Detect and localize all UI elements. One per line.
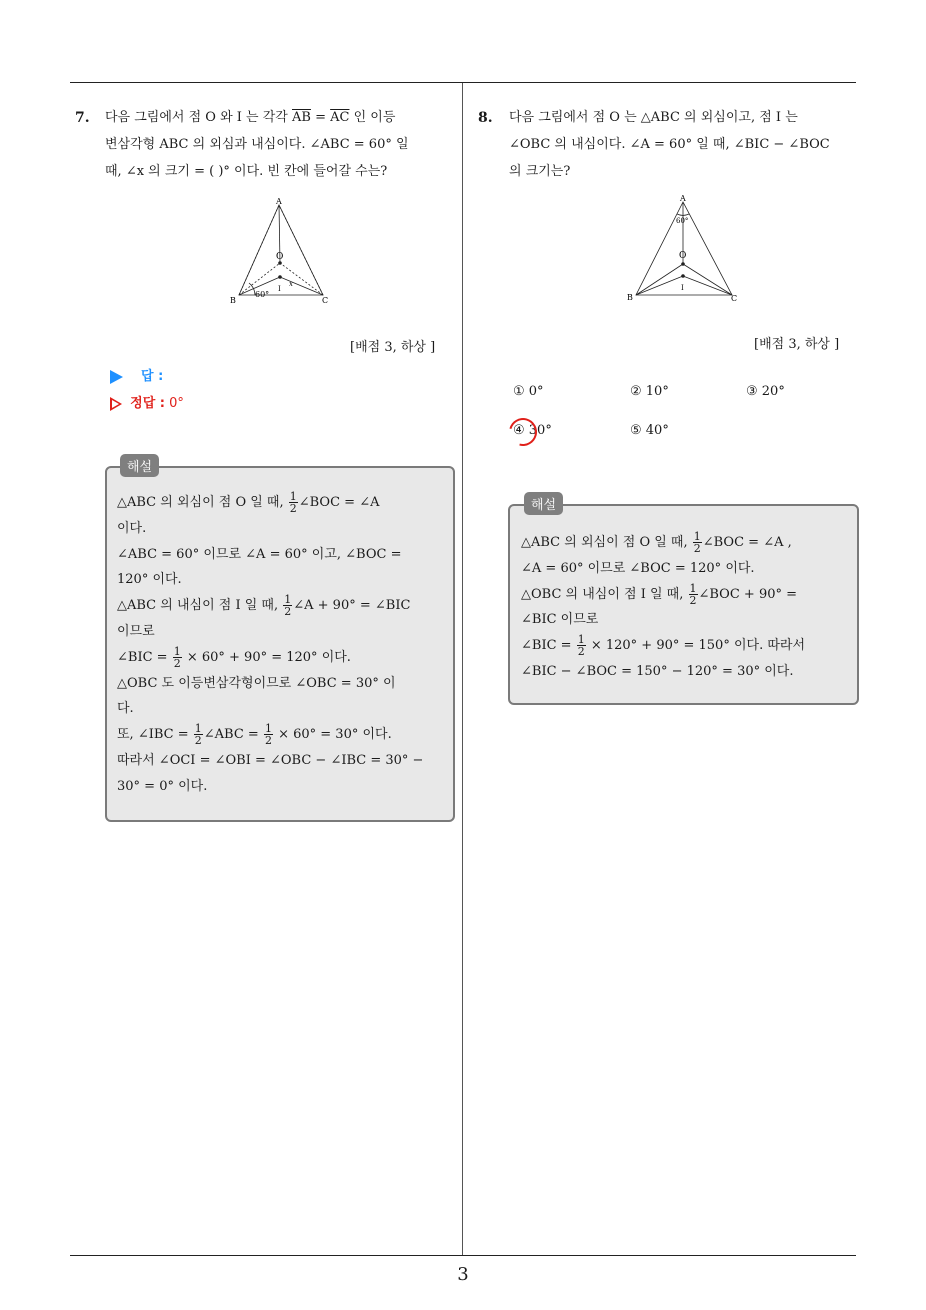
q8-explanation-tag: 해설: [524, 492, 563, 515]
q8-label-C: C: [731, 294, 738, 303]
q8-angle-label: 60°: [676, 217, 689, 225]
choice-4[interactable]: ④ 30°: [513, 423, 552, 438]
q7-label-C: C: [322, 296, 329, 305]
choice-5[interactable]: ⑤ 40°: [630, 423, 669, 438]
q8-explanation-text: △ABC 의 외심이 점 O 일 때, $\frac{1}{2}$ ∠BOC = ∠A , ∠A = 60° 이므로 ∠BOC = 120° 이다. △OBC 의 내심이 점 I 일 때, $\frac{1}{2}$ ∠BOC + 90° = ∠BIC 이므로 ∠BIC = $\frac{1}{2}$ × 120° + 90° = 150° 이다. 따라서 ∠BIC − ∠BOC = 150° − 120° = 30° 이다.: [521, 530, 806, 679]
question-8-text: [509, 104, 859, 185]
q8-label-A: A: [680, 194, 686, 203]
column-divider: [462, 83, 463, 1255]
question-7-number: 7.: [75, 110, 90, 126]
q8-label-I: I: [681, 284, 684, 292]
q8-label-B: B: [627, 293, 633, 302]
top-rule: [70, 82, 856, 83]
selected-answer-circle-icon: [504, 413, 542, 451]
q7-explanation-tag: 해설: [120, 454, 159, 477]
q7-correct-answer-row: [110, 392, 184, 411]
choice-1[interactable]: ① 0°: [513, 384, 544, 399]
question-8-number: 8.: [478, 110, 493, 126]
outline-arrow-icon: [110, 397, 122, 411]
correct-answer-value: 0°: [169, 396, 184, 411]
q7-label-B: B: [230, 296, 236, 305]
q7-line-3: 때, ∠x 의 크기 = ( )° 이다. 빈 칸에 들어갈 수는?: [105, 164, 388, 179]
q8-line-1: 다음 그림에서 점 O 는 △ABC 의 외심이고, 점 I 는: [509, 110, 798, 125]
q7-explanation-text: △ABC 의 외심이 점 O 일 때, $\frac{1}{2}$ ∠BOC = ∠A 이다. ∠ABC = 60° 이므로 ∠A = 60° 이고, ∠BOC = 120° 이다. △ABC 의 내심이 점 I 일 때, $\frac{1}{2}$ ∠A + 90° = ∠BIC 이므로 ∠BIC = $\frac{1}{2}$ × 60° + 90° = 120° 이다. △OBC 도 이등변삼각형이므로 ∠OBC = 30° 이 다. 또, ∠IBC = $\frac{1}{2}$ ∠ABC = $\frac{1}{2}$ × 60° = 30° 이다. 따라서 ∠OCI = ∠OBI = ∠OBC − ∠IBC = 30° − 30° = 0° 이다.: [117, 490, 424, 794]
q7-points: [배점 3, 하상 ]: [350, 340, 436, 355]
page-number: 3: [457, 1264, 469, 1285]
q7-triangle-figure: [225, 195, 335, 310]
q7-label-A: A: [276, 197, 282, 206]
choice-2[interactable]: ② 10°: [630, 384, 669, 399]
q7-label-O: O: [276, 252, 284, 262]
answer-label: 답 :: [141, 369, 164, 384]
q8-triangle-figure: [622, 192, 742, 307]
q7-label-I: I: [278, 285, 281, 293]
bottom-rule: [70, 1255, 856, 1256]
q7-answer-row: [110, 365, 163, 384]
q7-line-2: 변삼각형 ABC 의 외심과 내심이다. ∠ABC = 60° 일: [105, 137, 409, 152]
choice-3[interactable]: ③ 20°: [746, 384, 785, 399]
q7-line-1: 다음 그림에서 점 O 와 I 는 각각 $\overline{AB} = \overline{AC}$ 인 이등: [105, 110, 396, 125]
q8-line-3: 의 크기는?: [509, 164, 571, 179]
play-arrow-icon: [110, 370, 123, 384]
question-7-text: [105, 104, 455, 185]
correct-answer-label: 정답 :: [130, 396, 165, 411]
q8-line-2: ∠OBC 의 내심이다. ∠A = 60° 일 때, ∠BIC − ∠BOC: [509, 137, 830, 152]
q7-x-label: x: [289, 280, 293, 288]
q8-points: [배점 3, 하상 ]: [754, 337, 840, 352]
q8-label-O: O: [679, 251, 687, 261]
q7-angle-label: 60°: [255, 290, 270, 299]
